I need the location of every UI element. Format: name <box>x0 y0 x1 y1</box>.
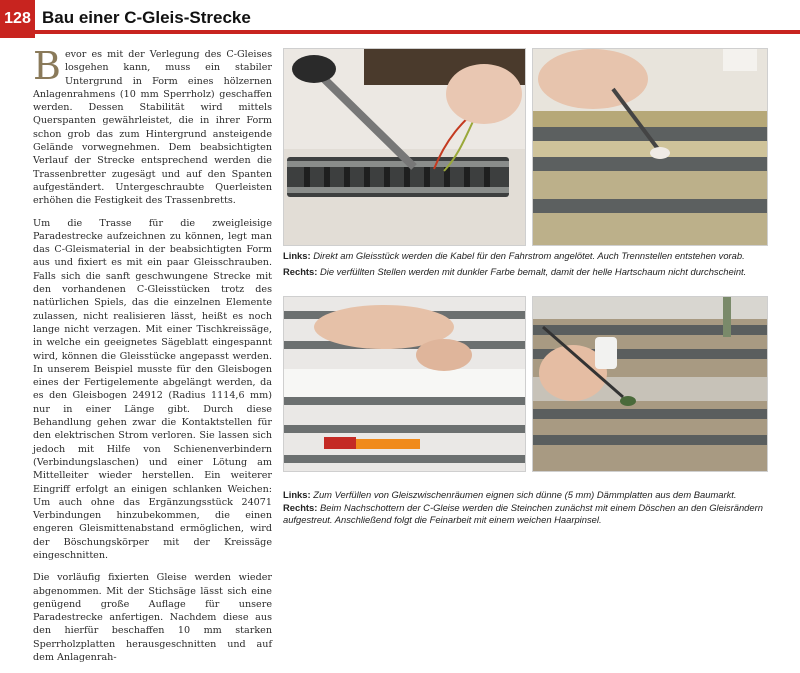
caption-top-rechts <box>283 266 783 279</box>
caption-label: Links: <box>283 489 311 500</box>
dropcap: B <box>33 44 61 88</box>
caption-label: Rechts: <box>283 265 318 277</box>
caption-top-links <box>283 250 783 263</box>
page-title: Bau einer C-Gleis-Strecke <box>42 8 251 27</box>
caption-text: Beim Nachschottern der C-Gleise werden die Steinchen zunächst mit einem Döschen an den Gleisrändern aufgestreut. Anschließend folgt die Feinarbeit mit einem weichen Haarpinsel. <box>283 501 763 526</box>
caption-label: Rechts: <box>283 501 318 513</box>
paragraph-2: Um die Trasse für die zweigleisige Paradestrecke aufzeichnen zu können, legt man das C-Gleismaterial in der beabsichtigten Form aus und fixiert es mit ein paar Gleisschrauben. Falls sich die sanft geschwungene Strecke mit den vorhandenen C-Gleisstücken trotz des natürlichen Spiels, das die einzelnen Elemente zulassen, nicht realisieren lässt, heißt es noch lange nicht verzagen. Mit einer Tischkreissäge, in welche ein geeignetes Sägeblatt eingespannt wird, können die Gleisstücke angepasst werden. In unserem Beispiel musste für den Gleisbogen eines der Fertigelemente abgelängt werden, da es den Gleisbogen 24912 (Radius 1114,6 mm) nur in einer Länge gibt. Durch diese Behandlung gehen zwar die Kontaktstellen für den elektrischen Strom verloren. Sie lassen sich jedoch mit Hilfe von Schienenverbindern (Verbindungslaschen) und einer Lötung am Mittelleiter wieder herstellen. Ein weiterer Eingriff erfolgt an einigen schlanken Weichen: Um auch ohne das Ergänzungsstück 24071 Verbindungen hinzubekommen, die einen engeren Gleismittenabstand ermöglichen, wird der Böschungskörper mit der Kreissäge eingeschnitten. <box>33 217 272 561</box>
header-rule <box>35 30 800 34</box>
caption-bottom-links <box>283 489 773 502</box>
page-number: 128 <box>0 0 35 38</box>
paragraph-1 <box>33 44 272 208</box>
painting-track-photo <box>532 48 768 246</box>
foam-filling-photo <box>283 296 526 472</box>
caption-label: Links: <box>283 250 311 261</box>
paragraph-1-text: evor es mit der Verlegung des C-Gleises losgehen kann, muss ein stabiler Untergrund in Form eines hölzernen Anlagenrahmens (10 mm Sperrholz) geschaffen werden. Dessen Stabilität wird mittels Querspanten gewährleistet, die in ihrer Form schon grob das zum Hintergrund ansteigende Gelände vorwegnehmen. Dem beabsichtigten Verlauf der Strecke entsprechend werden die Trassenbretter zugesägt und auf den Spanten aufgeständert. Untergeschraubte Querleisten erhöhen die Festigkeit des Trassenbretts. <box>33 49 272 207</box>
caption-text: Zum Verfüllen von Gleiszwischenräumen eignen sich dünne (5 mm) Dämmplatten aus dem Baumarkt. <box>313 489 737 500</box>
body-text-column <box>33 44 272 673</box>
caption-text: Die verfüllten Stellen werden mit dunkler Farbe bemalt, damit der helle Hartschaum nicht durchscheint. <box>320 265 747 277</box>
soldering-track-photo <box>283 48 526 246</box>
caption-text: Direkt am Gleisstück werden die Kabel für den Fahrstrom angelötet. Auch Trennstellen entstehen vorab. <box>313 250 745 261</box>
ballasting-photo <box>532 296 768 472</box>
caption-bottom-rechts <box>283 502 773 527</box>
caption-top <box>283 250 783 278</box>
paragraph-3: Die vorläufig fixierten Gleise werden wieder abgenommen. Mit der Stichsäge lässt sich eine genügend große Auflage für unsere Paradestrecke anfertigen. Nachdem diese aus den hierfür beschaffen 10 mm starken Sperrholzplatten herausgeschnitten und auf dem Anlagenrah- <box>33 572 272 664</box>
caption-bottom <box>283 489 773 527</box>
